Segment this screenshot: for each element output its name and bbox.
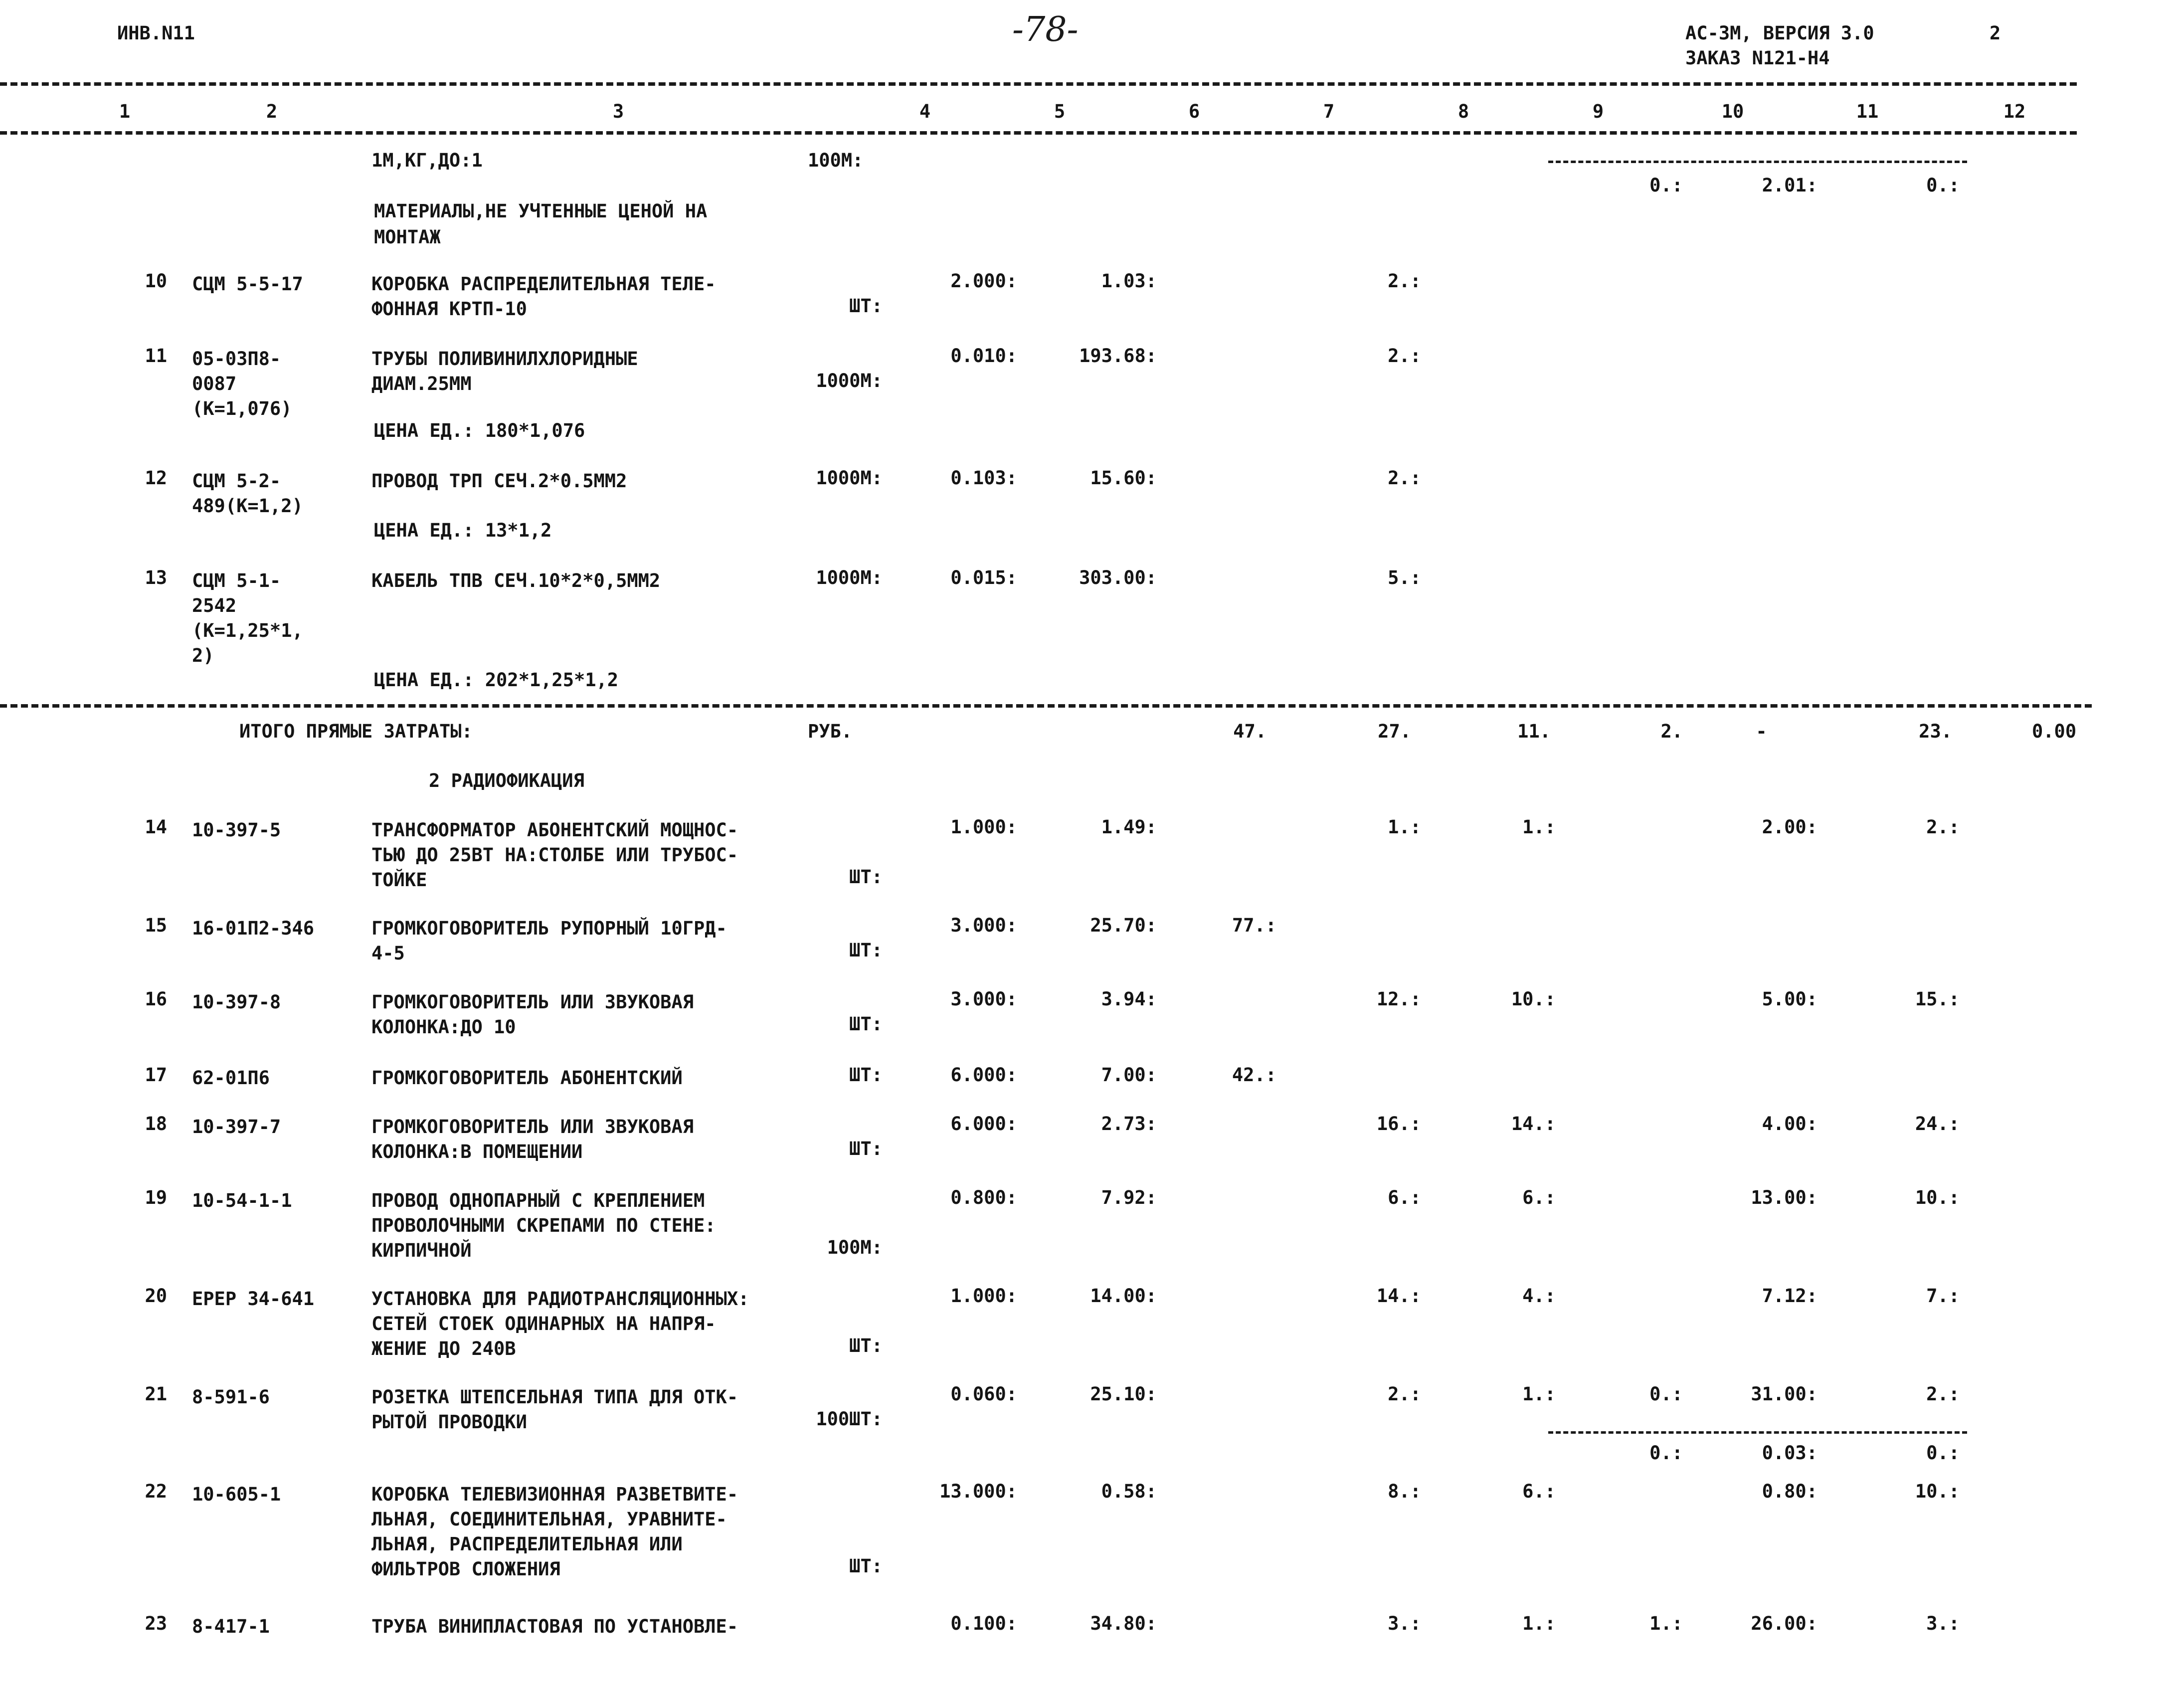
- column-number: 6: [1188, 101, 1200, 122]
- row-col11: 10.:: [1915, 1187, 1960, 1208]
- row-col7: 2.:: [1388, 467, 1421, 489]
- row-col7: 1.:: [1388, 816, 1421, 838]
- row-code: СЦМ 5-1- 2542 (К=1,25*1, 2): [192, 570, 303, 666]
- row-col8: 6.:: [1522, 1187, 1556, 1208]
- row-quantity: 13.000:: [939, 1481, 1017, 1502]
- row-col11: 3.:: [1926, 1613, 1960, 1634]
- row-price-note: ЦЕНА ЕД.: 202*1,25*1,2: [374, 669, 619, 691]
- column-number: 5: [1054, 101, 1066, 122]
- row-unit: 100М:: [827, 1237, 883, 1258]
- row-col7: 3.:: [1388, 1613, 1421, 1634]
- totals-col6: 47.: [1233, 721, 1267, 742]
- column-number: 11: [1856, 101, 1879, 122]
- row21-sub-col9: 0.:: [1649, 1442, 1683, 1464]
- row-code: 10-54-1-1: [192, 1190, 292, 1211]
- carryover-col10: 0.:: [1649, 175, 1683, 196]
- row-col11: 24.:: [1915, 1113, 1960, 1135]
- row-description: РОЗЕТКА ШТЕПСЕЛЬНАЯ ТИПА ДЛЯ ОТК- РЫТОЙ ПРОВОДКИ: [371, 1386, 738, 1433]
- row-number: 13: [145, 567, 167, 588]
- row-number: 15: [145, 915, 167, 936]
- row-col9: 1.:: [1649, 1613, 1683, 1634]
- carryover-unit: 100М:: [808, 150, 864, 171]
- row-number: 12: [145, 467, 167, 489]
- version-page: 2: [1990, 22, 2001, 44]
- row-unit: ШТ:: [849, 940, 883, 961]
- row-price-note: ЦЕНА ЕД.: 180*1,076: [374, 420, 585, 441]
- row-unit: ШТ:: [849, 295, 883, 317]
- row-col8: 6.:: [1522, 1481, 1556, 1502]
- row-description: ГРОМКОГОВОРИТЕЛЬ АБОНЕНТСКИЙ: [371, 1067, 683, 1089]
- row-quantity: 0.800:: [950, 1187, 1017, 1208]
- row-description: ТРАНСФОРМАТОР АБОНЕНТСКИЙ МОЩНОС- ТЬЮ ДО 25ВТ НА:СТОЛБЕ ИЛИ ТРУБОС- ТОЙКЕ: [371, 819, 738, 891]
- totals-col12: 0.00: [2032, 721, 2077, 742]
- row-number: 17: [145, 1064, 167, 1086]
- row-col10: 4.00:: [1762, 1113, 1817, 1135]
- row-col11: 2.:: [1926, 1383, 1960, 1405]
- totals-col11: 23.: [1919, 721, 1952, 742]
- row-col7: 2.:: [1388, 1383, 1421, 1405]
- row-unit: ШТ:: [849, 866, 883, 888]
- row-unit: ШТ:: [849, 1064, 883, 1086]
- column-number: 10: [1721, 101, 1744, 122]
- row-number: 10: [145, 270, 167, 292]
- row-col10: 0.80:: [1762, 1481, 1817, 1502]
- carryover-col11: 2.01:: [1762, 175, 1817, 196]
- totals-col9: 2.: [1660, 721, 1683, 742]
- row-col11: 15.:: [1915, 988, 1960, 1010]
- row-quantity: 0.060:: [950, 1383, 1017, 1405]
- row-code: ЕРЕР 34-641: [192, 1288, 315, 1310]
- row-unit: 100ШТ:: [816, 1408, 883, 1430]
- row-col10: 5.00:: [1762, 988, 1817, 1010]
- row-code: 10-397-8: [192, 991, 281, 1013]
- row-col11: 2.:: [1926, 816, 1960, 838]
- row-unit: ШТ:: [849, 1555, 883, 1577]
- row-unit: ШТ:: [849, 1335, 883, 1356]
- row-code: 16-01П2-346: [192, 918, 315, 939]
- row-code: СЦМ 5-2- 489(К=1,2): [192, 470, 303, 517]
- column-number: 8: [1457, 101, 1469, 122]
- row-price: 0.58:: [1101, 1481, 1157, 1502]
- row-price: 2.73:: [1101, 1113, 1157, 1135]
- row-code: 05-03П8- 0087 (К=1,076): [192, 348, 292, 419]
- row-col7: 14.:: [1376, 1285, 1421, 1307]
- row-quantity: 0.100:: [950, 1613, 1017, 1634]
- row-col9: 0.:: [1649, 1383, 1683, 1405]
- row-price: 1.49:: [1101, 816, 1157, 838]
- row-price-note: ЦЕНА ЕД.: 13*1,2: [374, 520, 552, 541]
- row21-sub-col10: 0.03:: [1762, 1442, 1817, 1464]
- row-quantity: 1.000:: [950, 1285, 1017, 1307]
- row-description: ГРОМКОГОВОРИТЕЛЬ РУПОРНЫЙ 10ГРД- 4-5: [371, 918, 727, 964]
- row-code: 10-397-5: [192, 819, 281, 841]
- column-number: 2: [266, 101, 278, 122]
- row-price: 34.80:: [1090, 1613, 1157, 1634]
- row-description: УСТАНОВКА ДЛЯ РАДИОТРАНСЛЯЦИОННЫХ: СЕТЕЙ СТОЕК ОДИНАРНЫХ НА НАПРЯ- ЖЕНИЕ ДО 240В: [371, 1288, 749, 1359]
- row-col7: 12.:: [1376, 988, 1421, 1010]
- row-price: 3.94:: [1101, 988, 1157, 1010]
- row-unit: 1000М:: [816, 567, 883, 588]
- row-description: ГРОМКОГОВОРИТЕЛЬ ИЛИ ЗВУКОВАЯ КОЛОНКА:ДО 10: [371, 991, 694, 1038]
- row-col7: 16.:: [1376, 1113, 1421, 1135]
- column-number: 7: [1323, 101, 1335, 122]
- column-number: 12: [2003, 101, 2026, 122]
- row-price: 25.10:: [1090, 1383, 1157, 1405]
- row-quantity: 6.000:: [950, 1113, 1017, 1135]
- row-unit: 1000М:: [816, 370, 883, 391]
- row-quantity: 0.103:: [950, 467, 1017, 489]
- row-number: 14: [145, 816, 167, 838]
- row-col8: 4.:: [1522, 1285, 1556, 1307]
- row21-sub-col11: 0.:: [1926, 1442, 1960, 1464]
- row-code: 8-417-1: [192, 1616, 270, 1637]
- column-number: 1: [119, 101, 131, 122]
- row-col6: 42.:: [1232, 1064, 1276, 1086]
- row-description: ТРУБЫ ПОЛИВИНИЛХЛОРИДНЫЕ ДИАМ.25ММ: [371, 348, 638, 394]
- page-number: -78-: [1012, 10, 1079, 49]
- header-rule-top: [0, 82, 2077, 86]
- row-number: 19: [145, 1187, 167, 1208]
- totals-col7: 27.: [1378, 721, 1411, 742]
- column-number: 3: [612, 101, 624, 122]
- row-col10: 2.00:: [1762, 816, 1817, 838]
- row-col8: 14.:: [1511, 1113, 1556, 1135]
- row-unit: ШТ:: [849, 1138, 883, 1159]
- row-col8: 10.:: [1511, 988, 1556, 1010]
- carryover-subrule: [1548, 161, 1967, 163]
- row-col8: 1.:: [1522, 1613, 1556, 1634]
- row-description: ПРОВОД ОДНОПАРНЫЙ С КРЕПЛЕНИЕМ ПРОВОЛОЧНЫМИ СКРЕПАМИ ПО СТЕНЕ: КИРПИЧНОЙ: [371, 1190, 716, 1261]
- row-col7: 2.:: [1388, 345, 1421, 367]
- row-description: ТРУБА ВИНИПЛАСТОВАЯ ПО УСТАНОВЛЕ-: [371, 1616, 738, 1637]
- row-price: 7.92:: [1101, 1187, 1157, 1208]
- row-number: 18: [145, 1113, 167, 1135]
- row-number: 21: [145, 1383, 167, 1405]
- row-unit: ШТ:: [849, 1013, 883, 1035]
- row-code: 8-591-6: [192, 1386, 270, 1408]
- row-price: 7.00:: [1101, 1064, 1157, 1086]
- row-code: 62-01П6: [192, 1067, 270, 1089]
- row-quantity: 3.000:: [950, 915, 1017, 936]
- totals-rule: [0, 704, 2092, 708]
- row-description: ГРОМКОГОВОРИТЕЛЬ ИЛИ ЗВУКОВАЯ КОЛОНКА:В ПОМЕЩЕНИИ: [371, 1116, 694, 1162]
- row-number: 20: [145, 1285, 167, 1307]
- row-price: 25.70:: [1090, 915, 1157, 936]
- row-col10: 13.00:: [1751, 1187, 1817, 1208]
- row-col8: 1.:: [1522, 816, 1556, 838]
- column-number: 4: [919, 101, 931, 122]
- section-materials-heading: МАТЕРИАЛЫ,НЕ УЧТЕННЫЕ ЦЕНОЙ НА МОНТАЖ: [374, 200, 708, 248]
- carryover-unit-line: 1М,КГ,ДО:1: [371, 150, 483, 171]
- row-price: 15.60:: [1090, 467, 1157, 489]
- row-description: КОРОБКА ТЕЛЕВИЗИОННАЯ РАЗВЕТВИТЕ- ЛЬНАЯ, СОЕДИНИТЕЛЬНАЯ, УРАВНИТЕ- ЛЬНАЯ, РАСПРЕДЕЛИТЕЛЬНАЯ ИЛИ ФИЛЬТРОВ СЛОЖЕНИЯ: [371, 1484, 738, 1580]
- row-price: 193.68:: [1079, 345, 1157, 367]
- row-quantity: 0.015:: [950, 567, 1017, 588]
- section-radio-heading: 2 РАДИОФИКАЦИЯ: [429, 770, 584, 791]
- row-col7: 6.:: [1388, 1187, 1421, 1208]
- totals-col8: 11.: [1517, 721, 1551, 742]
- row-description: ПРОВОД ТРП СЕЧ.2*0.5ММ2: [371, 470, 627, 492]
- row-col11: 7.:: [1926, 1285, 1960, 1307]
- row-price: 303.00:: [1079, 567, 1157, 588]
- order-number: ЗАКАЗ N121-Н4: [1685, 47, 1830, 69]
- row-col10: 7.12:: [1762, 1285, 1817, 1307]
- row-quantity: 6.000:: [950, 1064, 1017, 1086]
- header-rule-bottom: [0, 131, 2077, 135]
- row-quantity: 3.000:: [950, 988, 1017, 1010]
- row-col7: 8.:: [1388, 1481, 1421, 1502]
- row21-subrule: [1548, 1431, 1967, 1434]
- row-description: КОРОБКА РАСПРЕДЕЛИТЕЛЬНАЯ ТЕЛЕ- ФОННАЯ КРТП-10: [371, 273, 716, 320]
- inventory-number: ИНВ.N11: [117, 22, 195, 44]
- row-code: СЦМ 5-5-17: [192, 273, 303, 295]
- row-number: 16: [145, 988, 167, 1010]
- row-unit: 1000М:: [816, 467, 883, 489]
- totals-col10: -: [1756, 721, 1767, 742]
- row-price: 14.00:: [1090, 1285, 1157, 1307]
- row-col8: 1.:: [1522, 1383, 1556, 1405]
- row-number: 22: [145, 1481, 167, 1502]
- row-col7: 2.:: [1388, 270, 1421, 292]
- totals-label: ИТОГО ПРЯМЫЕ ЗАТРАТЫ:: [239, 721, 473, 742]
- column-number: 9: [1592, 101, 1604, 122]
- row-col7: 5.:: [1388, 567, 1421, 588]
- row-quantity: 0.010:: [950, 345, 1017, 367]
- row-quantity: 2.000:: [950, 270, 1017, 292]
- row-number: 11: [145, 345, 167, 367]
- totals-unit: РУБ.: [808, 721, 853, 742]
- row-col11: 10.:: [1915, 1481, 1960, 1502]
- carryover-col12: 0.:: [1926, 175, 1960, 196]
- row-col10: 31.00:: [1751, 1383, 1817, 1405]
- row-price: 1.03:: [1101, 270, 1157, 292]
- program-version: АС-3М, ВЕРСИЯ 3.0: [1685, 22, 1874, 44]
- row-quantity: 1.000:: [950, 816, 1017, 838]
- row-code: 10-397-7: [192, 1116, 281, 1138]
- row-number: 23: [145, 1613, 167, 1634]
- row-col6: 77.:: [1232, 915, 1276, 936]
- row-code: 10-605-1: [192, 1484, 281, 1505]
- row-description: КАБЕЛЬ ТПВ СЕЧ.10*2*0,5ММ2: [371, 570, 661, 591]
- row-col10: 26.00:: [1751, 1613, 1817, 1634]
